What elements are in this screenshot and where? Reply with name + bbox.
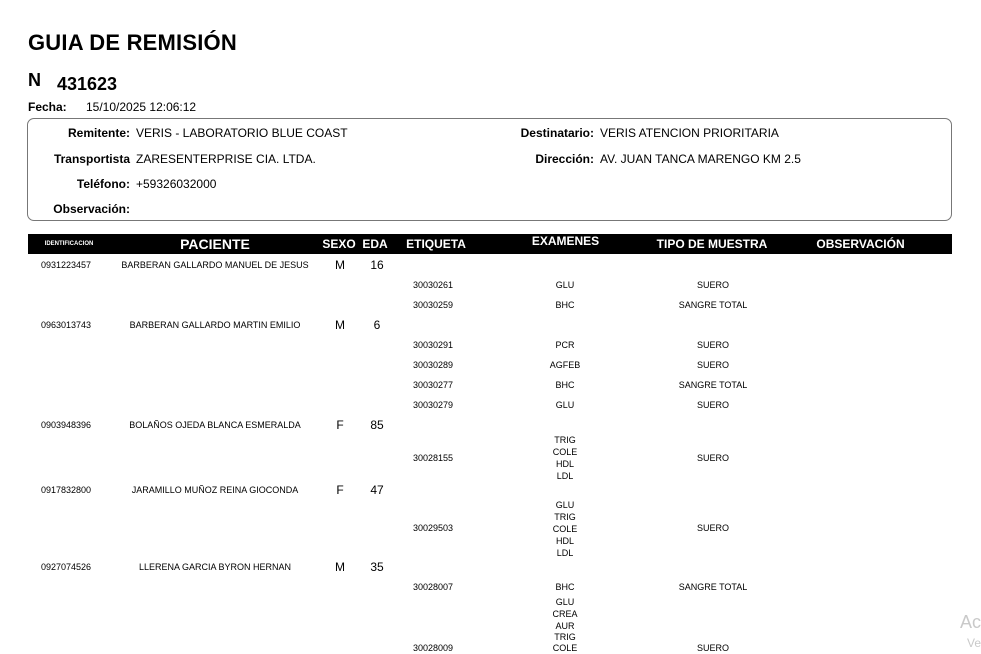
sample-exam: BHC [555,300,575,310]
sample-exam: BHC [555,380,575,390]
activation-watermark: Ac [959,612,981,632]
patient-sex: M [335,318,345,332]
sample-type: SUERO [696,643,729,653]
patient-id: 0903948396 [41,420,92,430]
sample-exam: PCR [555,340,575,350]
sample-label: 30028009 [413,643,454,653]
sample-exam: GLU [555,280,575,290]
sample-exam: AUR [555,621,575,631]
destinatario-label: Destinatario: [520,126,594,140]
activation-watermark-sub: Ve [966,636,981,650]
sample-exam: AGFEB [549,360,581,370]
sample-exam: BHC [555,582,575,592]
direccion-label: Dirección: [535,152,594,166]
sample-type: SUERO [696,453,729,463]
sample-exam: HDL [555,459,574,469]
sample-label: 30030261 [413,280,454,290]
sample-label: 30028007 [413,582,454,592]
telefono-label: Teléfono: [76,177,130,191]
sample-label: 30028155 [413,453,454,463]
fecha-label: Fecha: [28,100,67,114]
document-title: GUIA DE REMISIÓN [28,30,237,55]
patient-name: BARBERAN GALLARDO MANUEL DE JESUS [121,260,309,270]
th-examenes: EXAMENES [531,234,600,248]
sample-exam: LDL [556,548,574,558]
sample-label: 30030289 [413,360,454,370]
th-edad: EDA [362,237,388,251]
transportista-label: Transportista [53,152,130,166]
sample-exam: COLE [552,447,578,457]
sample-label: 30030277 [413,380,454,390]
th-identificacion: IDENTIFICACION [44,241,94,247]
telefono-value: +59326032000 [136,177,217,191]
sample-type: SUERO [696,523,729,533]
fecha-value: 15/10/2025 12:06:12 [86,100,197,114]
sample-label: 30029503 [413,523,454,533]
patient-age: 16 [370,258,384,272]
sample-label: 30030291 [413,340,454,350]
sample-exam: CREA [552,609,578,619]
table-header [28,234,952,254]
patient-age: 47 [370,483,384,497]
patient-sex: M [335,258,345,272]
sample-label: 30030259 [413,300,454,310]
patient-age: 85 [370,418,384,432]
sample-type: SUERO [696,360,729,370]
sample-exam: TRIG [554,512,576,522]
patient-sex: F [336,418,344,432]
patient-sex: M [335,560,345,574]
patient-name: BOLAÑOS OJEDA BLANCA ESMERALDA [129,420,301,430]
th-sexo: SEXO [322,237,356,251]
number-label: N [28,70,41,90]
remitente-value: VERIS - LABORATORIO BLUE COAST [136,126,348,140]
sample-exam: TRIG [554,632,576,642]
sample-exam: HDL [555,536,574,546]
patient-id: 0927074526 [41,562,92,572]
patient-age: 6 [373,318,381,332]
sample-type: SANGRE TOTAL [678,300,748,310]
remitente-label: Remitente: [67,126,130,140]
patient-id: 0963013743 [41,320,92,330]
observacion-label: Observación: [53,202,130,216]
sample-type: SUERO [696,340,729,350]
th-observacion: OBSERVACIÓN [816,237,905,251]
sample-exam: COLE [552,643,578,653]
transportista-value: ZARESENTERPRISE CIA. LTDA. [136,152,316,166]
patient-id: 0917832800 [41,485,92,495]
sample-exam: COLE [552,524,578,534]
sample-exam: GLU [555,500,575,510]
patient-name: LLERENA GARCIA BYRON HERNAN [138,562,292,572]
document-number: 431623 [57,74,118,94]
sample-type: SANGRE TOTAL [678,380,748,390]
sample-type: SUERO [696,280,729,290]
patient-name: BARBERAN GALLARDO MARTIN EMILIO [129,320,301,330]
sample-exam: LDL [556,471,574,481]
sample-label: 30030279 [413,400,454,410]
sample-type: SUERO [696,400,729,410]
sample-exam: GLU [555,400,575,410]
destinatario-value: VERIS ATENCION PRIORITARIA [600,126,779,140]
sample-exam: GLU [555,597,575,607]
patient-age: 35 [370,560,384,574]
patient-name: JARAMILLO MUÑOZ REINA GIOCONDA [131,485,299,495]
patient-sex: F [336,483,344,497]
sample-exam: TRIG [554,435,576,445]
th-etiqueta: ETIQUETA [406,237,466,251]
patient-id: 0931223457 [41,260,92,270]
th-tipo-muestra: TIPO DE MUESTRA [656,237,768,251]
direccion-value: AV. JUAN TANCA MARENGO KM 2.5 [600,152,801,166]
sample-type: SANGRE TOTAL [678,582,748,592]
th-paciente: PACIENTE [180,236,250,252]
